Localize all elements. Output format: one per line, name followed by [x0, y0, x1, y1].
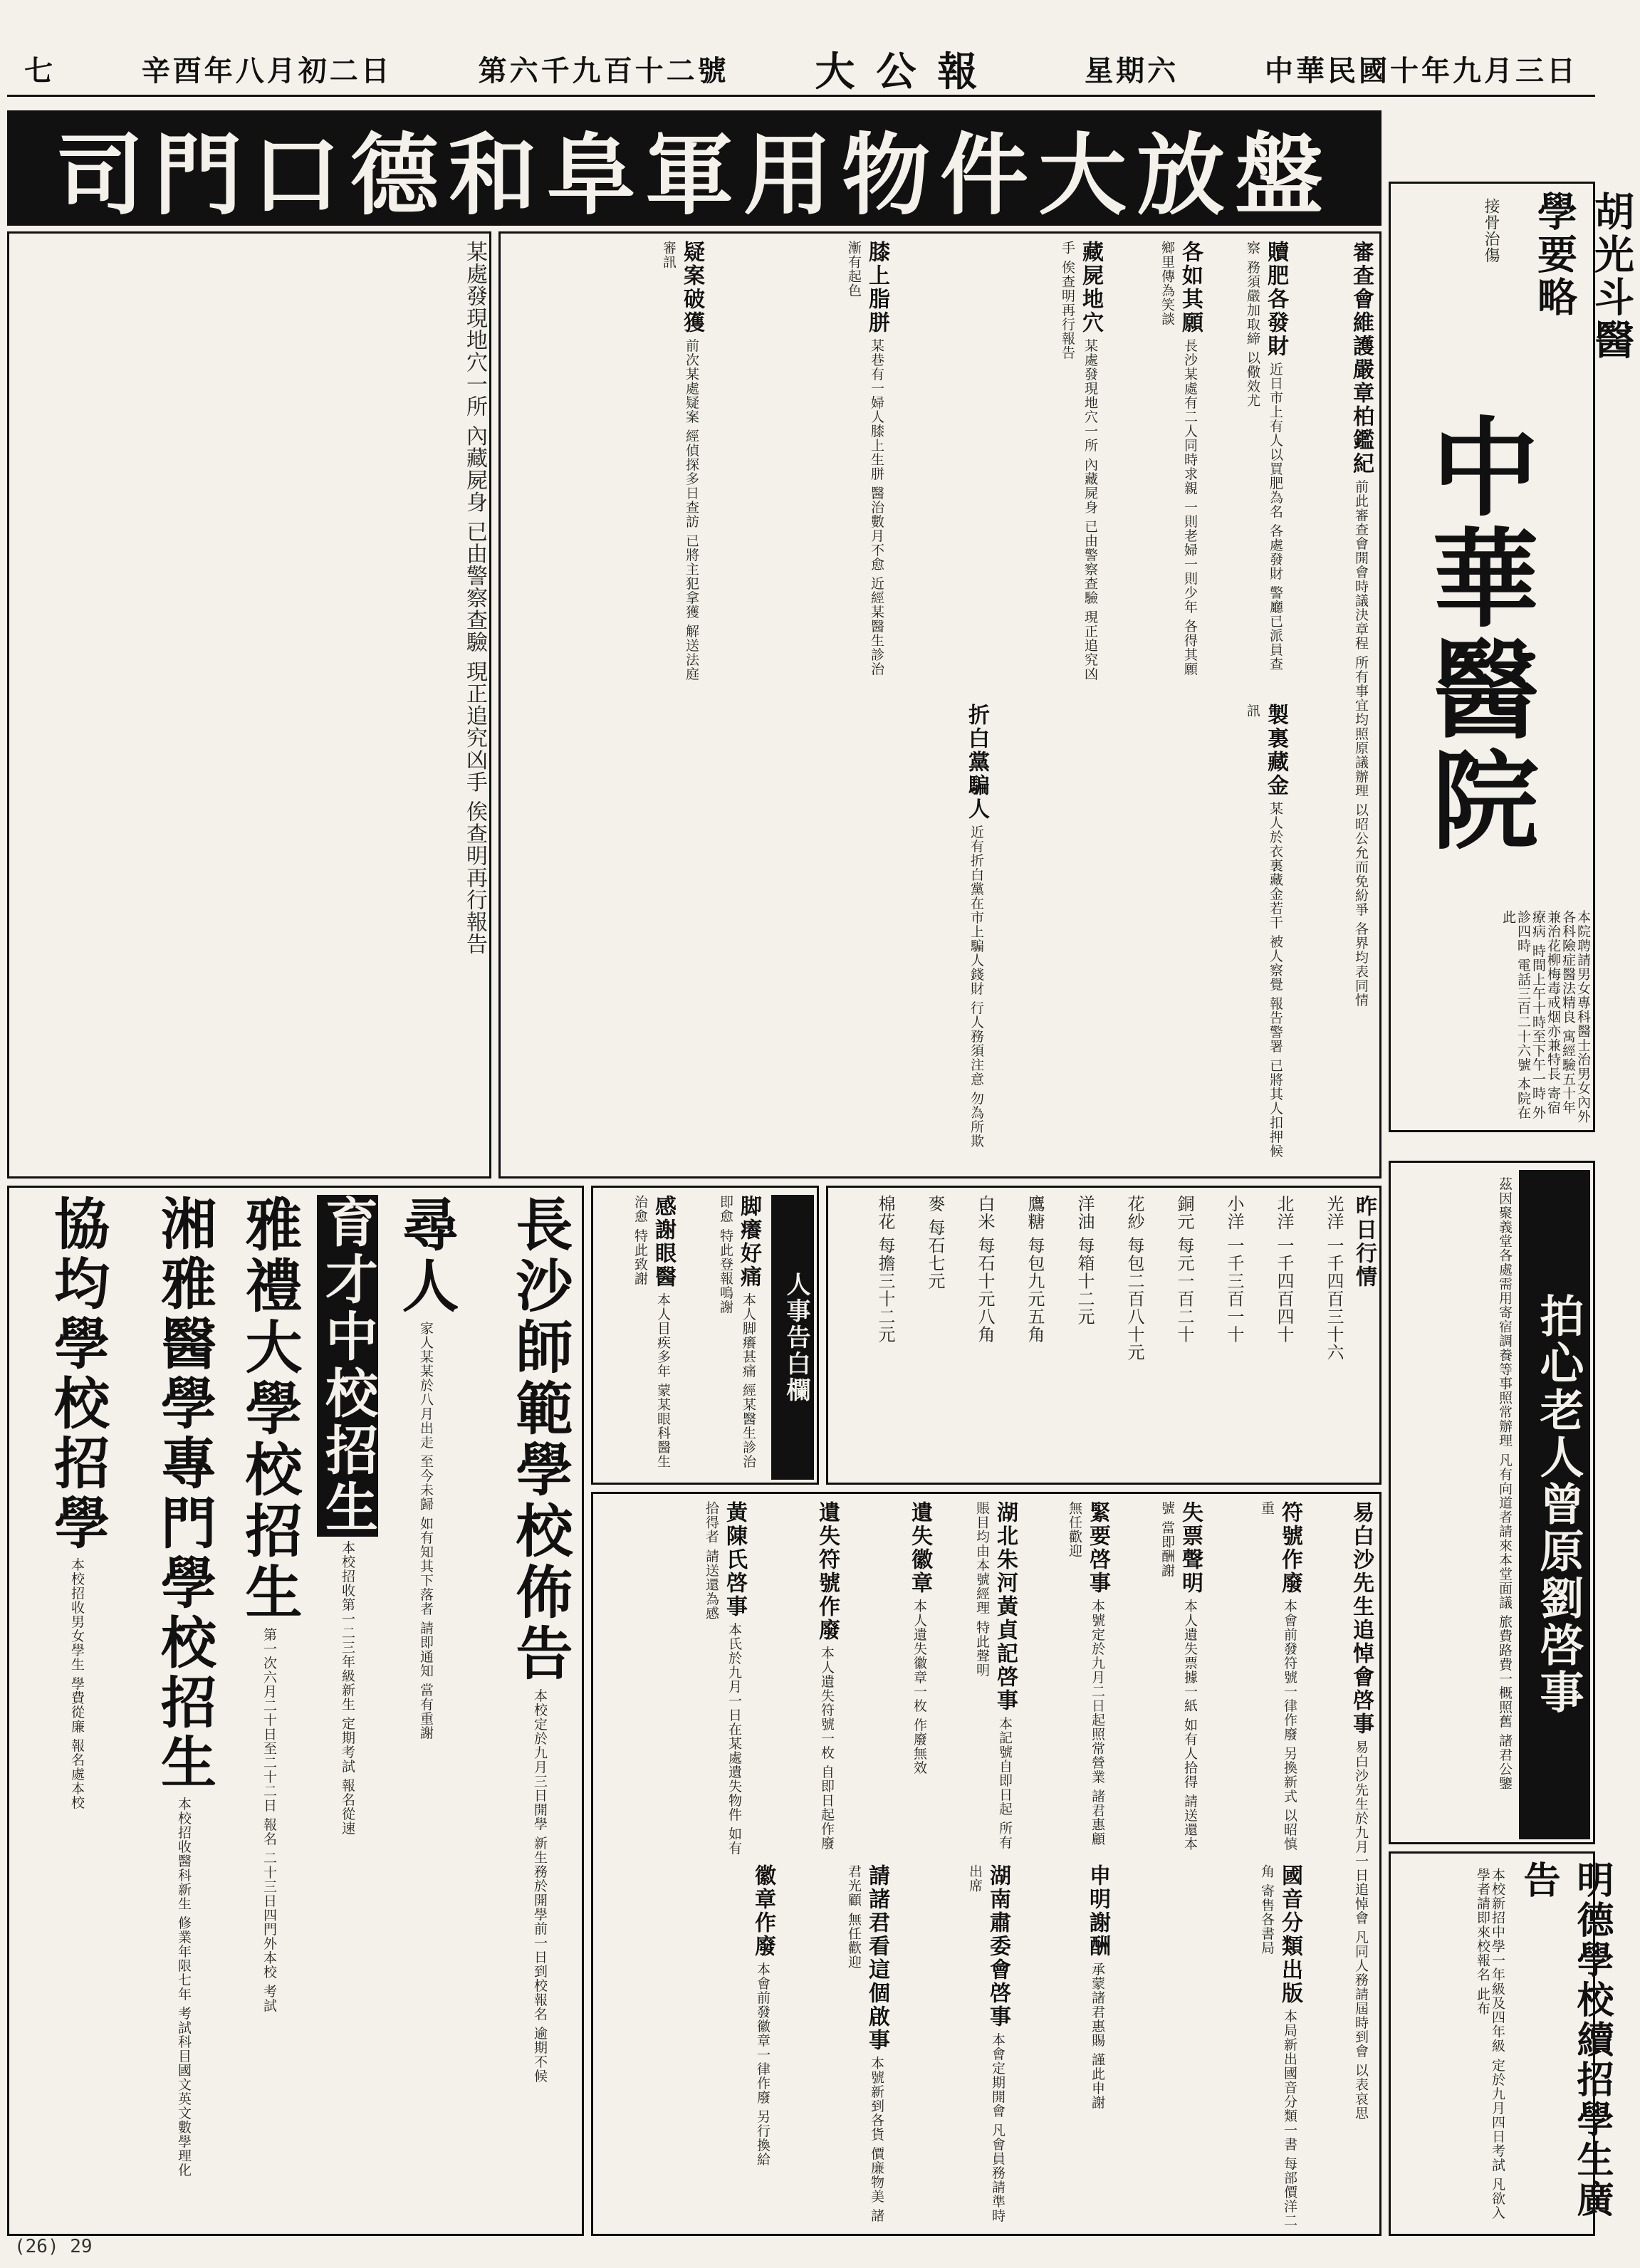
lower-notice-6: [850, 1501, 935, 1857]
ming-de-body: 本校新招中學一年級及四年級 定於九月四日考試 凡欲入學者請即來校報名 此布: [1475, 1868, 1505, 2220]
school-ad-6: [16, 1195, 116, 2227]
school-ad-2: [394, 1195, 465, 2227]
lower-notice-6-head: 遺失徽章: [907, 1501, 932, 1595]
news-item-6: [508, 241, 707, 682]
news-item-1: [1298, 241, 1377, 1174]
news-item-1-head: 審查會維護嚴章柏鑑紀: [1349, 241, 1374, 476]
ming-de-title: 明德學校續招學生廣告: [1517, 1861, 1614, 2220]
school-ad-4-title: 雅禮大學校招生: [236, 1195, 303, 1624]
news-item-8-head: 折白黨騙人: [964, 704, 989, 821]
notice-liu-body: 茲因聚義堂各處需用寄宿調養等事照常辦理 凡有向道者請來本堂面議 旅費路費一概照舊 諸君公鑒: [1497, 1177, 1513, 1791]
lower-notices: [591, 1492, 1382, 2236]
lower-notice-10-head: 申明謝酬: [1085, 1864, 1110, 1958]
school-ad-1-body: 本校定於九月三日開學 新生務於開學前一日到校報名 逾期不候: [532, 1688, 548, 2084]
school-ads: [7, 1186, 584, 2236]
school-ad-1: [472, 1195, 579, 2227]
school-ad-5-body: 本校招收醫科新生 修業年限七年 考試科目國文英文數學理化: [176, 1797, 192, 2178]
hospital-details: 本院聘請男女專科醫士治男女內外各科險症醫法精良 寓經驗五十年 兼治花柳梅毒戒烟亦兼特長 寄宿療病 時間上午十時至下午一時 外診四時 電話三百二十六號 本院在此: [1500, 910, 1591, 1124]
lower-notice-9: [1120, 1864, 1305, 2231]
notice-liu-title: 拍心老人曾原劉啓事: [1519, 1170, 1590, 1839]
school-ad-4: [230, 1195, 308, 2227]
lower-notice-8-body: 本氏於九月一日在某處遺失物件 如有拾得者 請送還為感: [704, 1501, 742, 1856]
lower-notice-3: [1120, 1501, 1206, 1857]
school-ad-6-body: 本校招收男女學生 學費從廉 報名處本校: [69, 1557, 85, 1810]
personal-item-1-body: 本人脚癢甚痛 經某醫生診治即愈 特此登報鳴謝: [718, 1195, 756, 1469]
lower-notice-13: [600, 1864, 778, 2231]
lower-notice-3-body: 本人遺失票據一紙 如有人拾得 請送還本號 當即酬謝: [1159, 1501, 1198, 1851]
news-item-4: [899, 241, 1106, 682]
news-item-5: [714, 241, 892, 682]
lower-notice-3-head: 失票聲明: [1178, 1501, 1203, 1595]
lower-notice-5: [942, 1501, 1020, 1857]
school-ad-1-title: 長沙師範學校佈告: [506, 1195, 573, 1685]
news-item-8-body: 近有折白黨在市上騙人錢財 行人務須注意 勿為所欺: [968, 825, 984, 1149]
lower-notice-11-head: 湖南肅委會啓事: [986, 1864, 1010, 2029]
hospital-name: 中華醫院: [1414, 412, 1539, 856]
lower-notice-12-body: 本號新到各貨 價廉物美 諸君光顧 無任歡迎: [846, 1864, 884, 2223]
market-item-8: 麥 每石七元: [925, 1195, 945, 1290]
lower-notice-11: [899, 1864, 1013, 2231]
lower-notice-7-body: 本人遺失符號一枚 自即日起作廢: [819, 1646, 835, 1851]
banner-text: 司門口德和阜軍用物件大放盤: [55, 124, 1333, 227]
hospital-small-note: 接骨治傷: [1482, 198, 1500, 263]
school-ad-2-body: 家人某某於八月出走 至今未歸 如有知其下落者 請即通知 當有重謝: [418, 1321, 434, 1740]
market-item-1: 北洋 一千四百四十: [1274, 1195, 1294, 1344]
lower-notice-10-body: 承蒙諸君惠賜 謹此申謝: [1090, 1962, 1105, 2110]
personal-notices: [591, 1186, 819, 1485]
lower-notice-1-head: 易白沙先生追悼會啓事: [1349, 1501, 1374, 1736]
lower-notice-9-body: 本局新出國音分類一書 每部價洋二角 寄售各書局: [1259, 1864, 1297, 2228]
page-footer: (26) 29: [14, 2236, 93, 2257]
masthead: [7, 43, 1595, 97]
lower-notice-12-head: 請諸君看這個啟事: [865, 1864, 889, 2052]
lower-notice-2-body: 本會前發符號一律作廢 另換新式 以昭慎重: [1259, 1501, 1297, 1851]
news-item-5-body: 某巷有一婦人膝上生胼 醫治數月不愈 近經某醫生診治 漸有起色: [846, 241, 884, 676]
school-ad-5-title: 湘雅醫學專門學校招生: [152, 1195, 216, 1793]
lower-notice-13-body: 本會前發徽章一律作廢 另行換給: [755, 1962, 771, 2167]
lower-notice-4-body: 本號定於九月二日起照常營業 諸君惠顧 無任歡迎: [1067, 1501, 1105, 1846]
lower-notice-7: [757, 1501, 842, 1857]
news-item-2-head: 贖肥各發財: [1263, 241, 1288, 358]
lower-notice-7-head: 遺失符號作廢: [815, 1501, 840, 1642]
lower-notice-13-head: 徽章作廢: [751, 1864, 775, 1958]
news-item-7-body: 某人於衣裏藏金若干 被人察覺 報告警署 已將其人扣押候訊: [1245, 704, 1283, 1159]
market-title: 昨日行情: [1352, 1195, 1377, 1289]
school-ad-5: [123, 1195, 223, 2227]
news-item-6-head: 疑案破獲: [679, 241, 704, 335]
masthead-lunar-date: 辛酉年八月初二日: [141, 54, 392, 88]
personal-notices-title: 人事告白欄: [771, 1195, 814, 1480]
lower-notice-11-body: 本會定期開會 凡會員務請準時出席: [967, 1864, 1006, 2223]
banner-ad: [7, 110, 1382, 226]
market-item-9: 棉花 每擔三十二元: [875, 1195, 895, 1344]
lower-notice-8: [600, 1501, 750, 1857]
market-item-6: 鷹糖 每包九元五角: [1025, 1195, 1045, 1344]
market-item-5: 洋油 每箱十二元: [1075, 1195, 1095, 1326]
personal-item-1-head: 脚癢好痛: [736, 1195, 761, 1289]
market-item-0: 光洋 一千四百三十六: [1324, 1195, 1344, 1362]
hospital-ad: [1389, 182, 1635, 1132]
lower-notice-1: [1312, 1501, 1377, 2231]
news-left-upper-text: 某處發現地穴一所 內藏屍身 已由警察查驗 現正追究凶手 俟查明再行報告: [462, 241, 487, 956]
school-ad-3-body: 本校招收第一二三年級新生 定期考試 報名從速: [340, 1540, 355, 1836]
masthead-weekday: 星期六: [1085, 54, 1179, 88]
news-item-4-head: 藏屍地穴: [1078, 241, 1103, 335]
news-item-3-body: 長沙某處有二人同時求親 一則老婦一則少年 各得其願 鄉里傳為笑談: [1159, 241, 1198, 676]
school-ad-6-title: 協均學校招學: [45, 1195, 110, 1554]
school-ad-2-title: 尋人: [392, 1195, 459, 1317]
lower-notice-6-body: 本人遺失徽章一枚 作廢無效: [912, 1599, 927, 1775]
lower-notice-4-head: 緊要啓事: [1085, 1501, 1110, 1595]
market-prices: [826, 1186, 1382, 1485]
school-ad-3-title: 育才中校招生: [317, 1195, 378, 1537]
personal-item-2-head: 感謝眼醫: [651, 1195, 676, 1289]
news-item-7: [999, 704, 1291, 1166]
masthead-issue: 第六千九百十二號: [478, 54, 729, 88]
news-item-1-body: 前此審查會開會時議決章程 所有事宜均照原議辦理 以昭公允而免紛爭 各界均表同情: [1353, 479, 1369, 1008]
news-item-5-head: 膝上脂胼: [865, 241, 889, 335]
market-item-7: 白米 每石十元八角: [975, 1195, 995, 1344]
lower-notice-8-head: 黃陳氏啓事: [722, 1501, 747, 1619]
masthead-date: 中華民國十年九月三日: [1264, 54, 1578, 88]
market-item-2: 小洋 一千三百一十: [1224, 1195, 1244, 1344]
lower-notice-5-head: 湖北朱河黃貞記啓事: [993, 1501, 1018, 1713]
news-item-4-body: 某處發現地穴一所 內藏屍身 已由警察查驗 現正追究凶手 俟查明再行報告: [1060, 241, 1098, 681]
lower-notice-9-head: 國音分類出版: [1278, 1864, 1302, 2005]
lower-notice-12: [785, 1864, 892, 2231]
masthead-paper-name: 大公報: [815, 48, 999, 95]
personal-item-2: [600, 1195, 679, 1480]
school-ad-3: [315, 1195, 387, 2227]
lower-notice-4: [1028, 1501, 1113, 1857]
news-left-upper: [7, 231, 491, 1179]
lower-notice-5-body: 本記號自即日起 所有賬目均由本號經理 特此聲明: [974, 1501, 1013, 1850]
lower-notice-1-body: 易白沙先生於九月一日追悼會 凡同人務請屆時到會 以表哀思: [1353, 1740, 1369, 2121]
personal-item-1: [686, 1195, 764, 1480]
news-upper: [498, 231, 1382, 1179]
news-item-6-body: 前次某處疑案 經偵探多日查訪 已將主犯拿獲 解送法庭審訊: [661, 241, 699, 681]
ming-de-ad: [1389, 1851, 1614, 2236]
school-ad-4-body: 第一次六月二十日至二十二日 報名 二十三日四門外本校 考試: [261, 1627, 277, 2013]
market-item-3: 銅元 每元一百二十: [1174, 1195, 1194, 1344]
hospital-top-title: 胡光斗醫學要略: [1531, 191, 1635, 362]
news-item-2-body: 近日市上有人以買肥為名 各處發財 警廳已派員查察 務須嚴加取締 以儆效尤: [1245, 241, 1283, 671]
lower-notice-10: [1020, 1864, 1113, 2231]
notice-liu: [1389, 1161, 1595, 1844]
news-item-3: [1113, 241, 1206, 682]
market-item-4: 花紗 每包二百八十元: [1124, 1195, 1144, 1362]
news-item-2: [1213, 241, 1291, 682]
lower-notice-2: [1213, 1501, 1305, 1857]
news-item-7-head: 製裏藏金: [1263, 704, 1288, 798]
news-item-3-head: 各如其願: [1178, 241, 1203, 335]
personal-item-2-body: 本人目疾多年 蒙某眼科醫生治愈 特此致謝: [632, 1195, 671, 1469]
lower-notice-2-head: 符號作廢: [1278, 1501, 1302, 1595]
masthead-page: 七: [24, 54, 56, 88]
news-item-8: [508, 704, 992, 1166]
